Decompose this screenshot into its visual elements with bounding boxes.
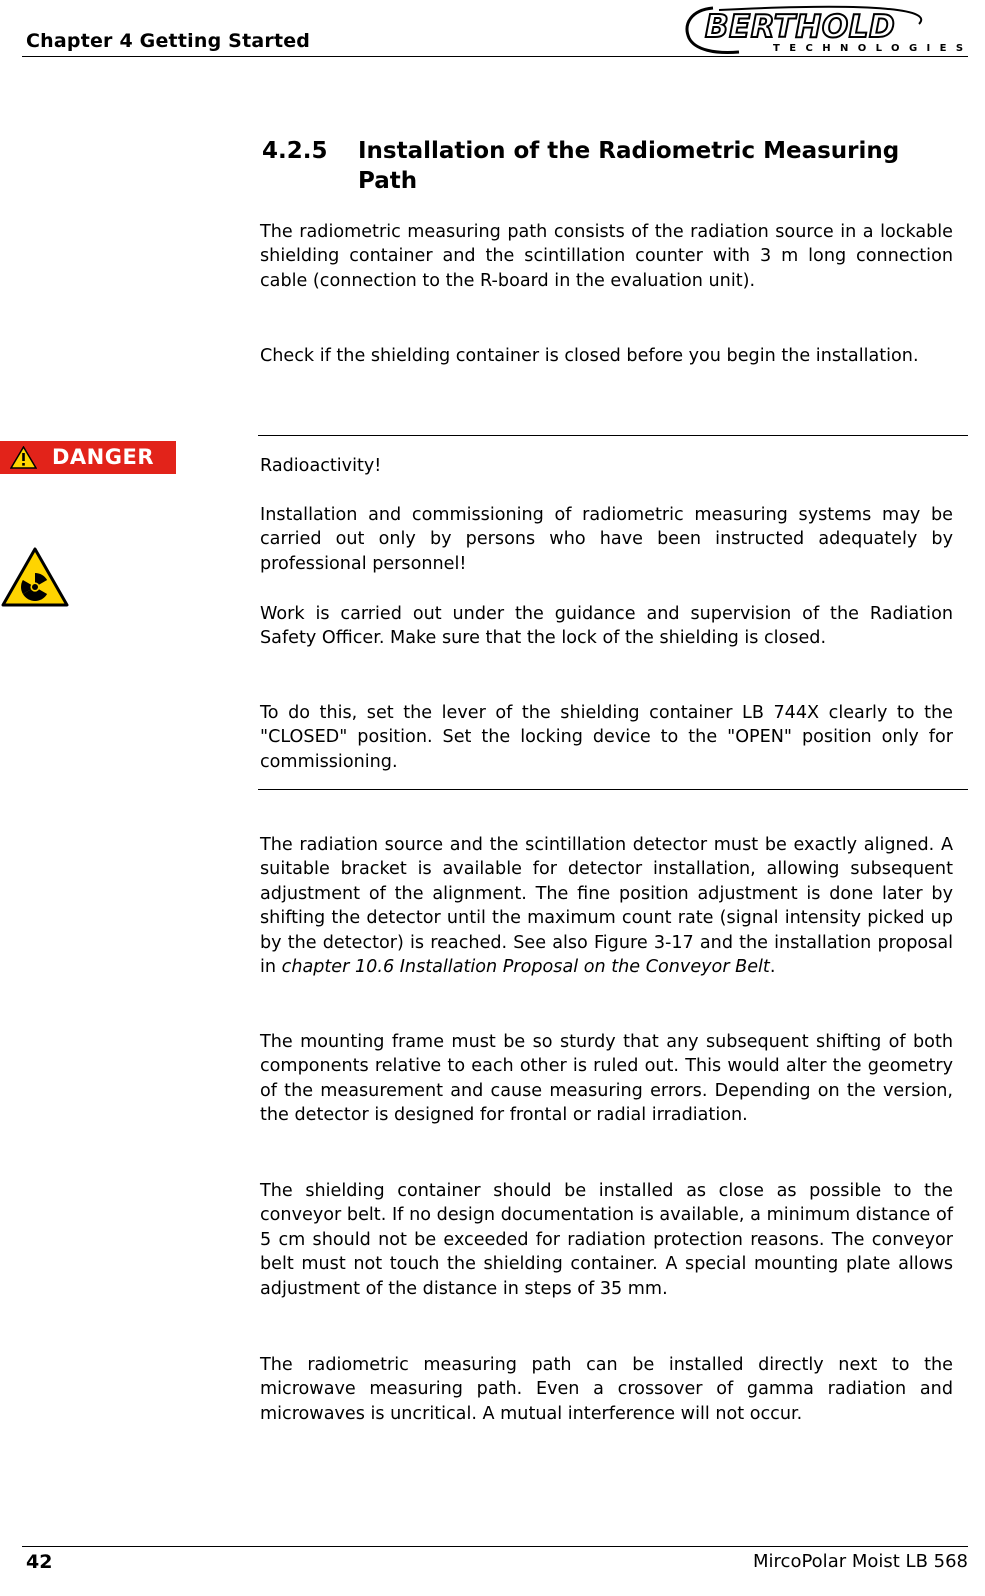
danger-paragraph-2: Work is carried out under the guidance and supervision of the Radiation Safety Officer. Make sure that the lock of the shielding is closed. xyxy=(260,604,953,649)
danger-badge xyxy=(0,441,176,474)
danger-top-rule xyxy=(258,435,968,436)
body-paragraph-3: The shielding container should be installed as close as possible to the conveyor belt. If no design documentation is available, a minimum distance of 5 cm should not be exceeded for radiation protection reasons. The conveyor belt must not touch the shielding container. A special mounting plate allows adjustment of the distance in steps of 35 mm. xyxy=(260,1181,953,1299)
section-title: Installation of the Radiometric Measuring Path xyxy=(358,138,900,194)
intro-paragraph-2: Check if the shielding container is closed before you begin the installation. xyxy=(260,346,919,366)
intro-paragraph-1: The radiometric measuring path consists of the radiation source in a lockable shielding container and the scintillation counter with 3 m long connection cable (connection to the R-board in the evaluation unit). xyxy=(260,222,953,291)
chapter-title: Chapter 4 Getting Started xyxy=(26,30,311,52)
danger-paragraph-3: To do this, set the lever of the shielding container LB 744X clearly to the "CLOSED" position. Set the locking device to the "OPEN" position only for commissioning. xyxy=(260,703,953,772)
radiation-warning-icon xyxy=(0,546,70,608)
danger-heading: Radioactivity! xyxy=(260,456,382,476)
chapter-reference: chapter 10.6 Installation Proposal on the Conveyor Belt xyxy=(281,957,770,978)
logo-main-text: BERTHOLD xyxy=(705,9,896,45)
body-paragraph-1-end: . xyxy=(769,957,776,978)
section-number: 4.2.5 xyxy=(262,138,328,164)
footer-rule xyxy=(22,1546,968,1547)
product-name: MircoPolar Moist LB 568 xyxy=(753,1551,968,1572)
danger-paragraph-1: Installation and commissioning of radiometric measuring systems may be carried out only by persons who have been instructed adequately by professional personnel! xyxy=(260,505,953,574)
body-paragraph-1-text: The radiation source and the scintillation detector must be exactly aligned. A suitable bracket is available for detector installation, allowing subsequent adjustment of the alignment. The fine position adjustment is done later by shifting the detector until the maximum count rate (signal intensity picked up by the detector) is reached. See also Figure 3-17 and the installation proposal in xyxy=(260,835,953,978)
page-number: 42 xyxy=(26,1551,53,1573)
danger-bottom-rule xyxy=(258,789,968,790)
body-paragraph-1 xyxy=(260,833,953,979)
logo-sub-text: TECHNOLOGIES xyxy=(773,43,973,54)
body-paragraph-2: The mounting frame must be so sturdy that any subsequent shifting of both components relative to each other is ruled out. This would alter the geometry of the measurement and cause measuring errors. Depending on the version, the detector is designed for frontal or radial irradiation. xyxy=(260,1032,953,1126)
header-rule xyxy=(22,56,968,57)
body-paragraph-4: The radiometric measuring path can be installed directly next to the microwave measuring path. Even a crossover of gamma radiation and microwaves is uncritical. A mutual interference will not occur. xyxy=(260,1355,953,1424)
berthold-logo xyxy=(683,4,973,56)
warning-triangle-icon xyxy=(10,446,37,469)
danger-label: DANGER xyxy=(52,445,155,469)
